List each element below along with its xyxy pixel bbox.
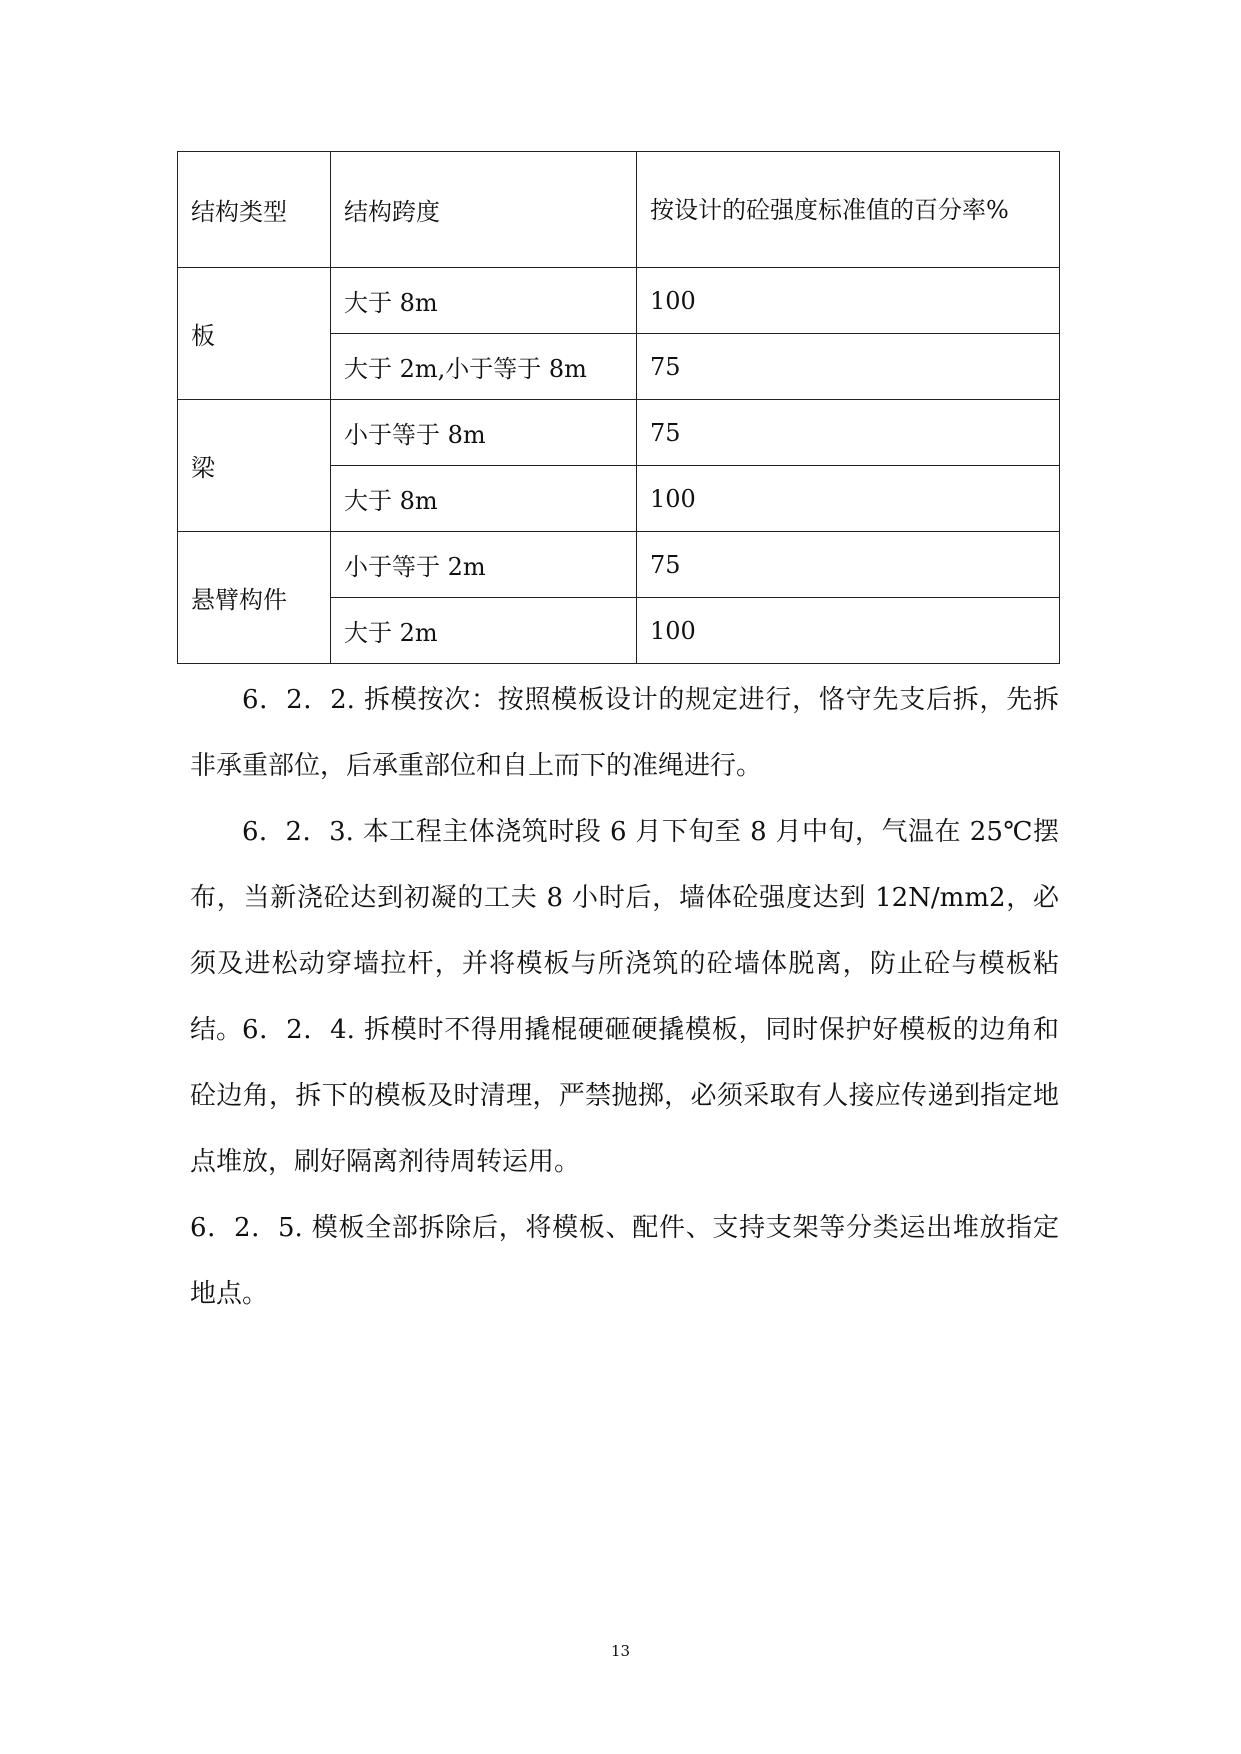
header-structure-type: 结构类型 [178,152,331,268]
paragraph-6-2-5: 6．2．5. 模板全部拆除后，将模板、配件、支持支架等分类运出堆放指定地点。 [190,1213,1059,1309]
percent-cell: 75 [637,400,1060,466]
type-cell: 梁 [178,400,331,532]
table-row [178,268,1060,334]
span-cell: 大于 2m [331,598,637,664]
paragraph-6-2-3: 6．2．3. 本工程主体浇筑时段 6 月下旬至 8 月中旬，气温在 25℃摆布，当新浇砼达到初凝的工夫 8 小时后，墙体砼强度达到 12N/mm2，必须及进松动穿墙拉杆，并将模板与所浇筑的砼墙体脱离，防止砼与模板粘结。 [190,817,1059,1045]
header-structure-span: 结构跨度 [331,152,637,268]
paragraph-6-2-2: 6．2．2. 拆模按次：按照模板设计的规定进行，恪守先支后拆，先拆非承重部位，后承重部位和自上而下的准绳进行。 [190,685,1059,781]
percent-cell: 100 [637,268,1060,334]
span-cell: 大于 2m,小于等于 8m [331,334,637,400]
span-cell: 小于等于 8m [331,400,637,466]
header-strength-percent: 按设计的砼强度标准值的百分率% [637,152,1060,268]
type-cell: 板 [178,268,331,400]
percent-cell: 75 [637,532,1060,598]
table-row [178,532,1060,598]
span-cell: 大于 8m [331,466,637,532]
span-cell: 大于 8m [331,268,637,334]
percent-cell: 100 [637,598,1060,664]
percent-cell: 75 [637,334,1060,400]
table-row [178,400,1060,466]
table-header-row [178,152,1060,268]
paragraph-6-2-4: 6．2．4. 拆模时不得用撬棍硬砸硬撬模板，同时保护好模板的边角和砼边角，拆下的模板及时清理，严禁抛掷，必须采取有人接应传递到指定地点堆放，刷好隔离剂待周转运用。 [190,1015,1059,1177]
page-number: 13 [610,1642,631,1660]
type-cell: 悬臂构件 [178,532,331,664]
span-cell: 小于等于 2m [331,532,637,598]
percent-cell: 100 [637,466,1060,532]
formwork-removal-table [177,151,1060,664]
